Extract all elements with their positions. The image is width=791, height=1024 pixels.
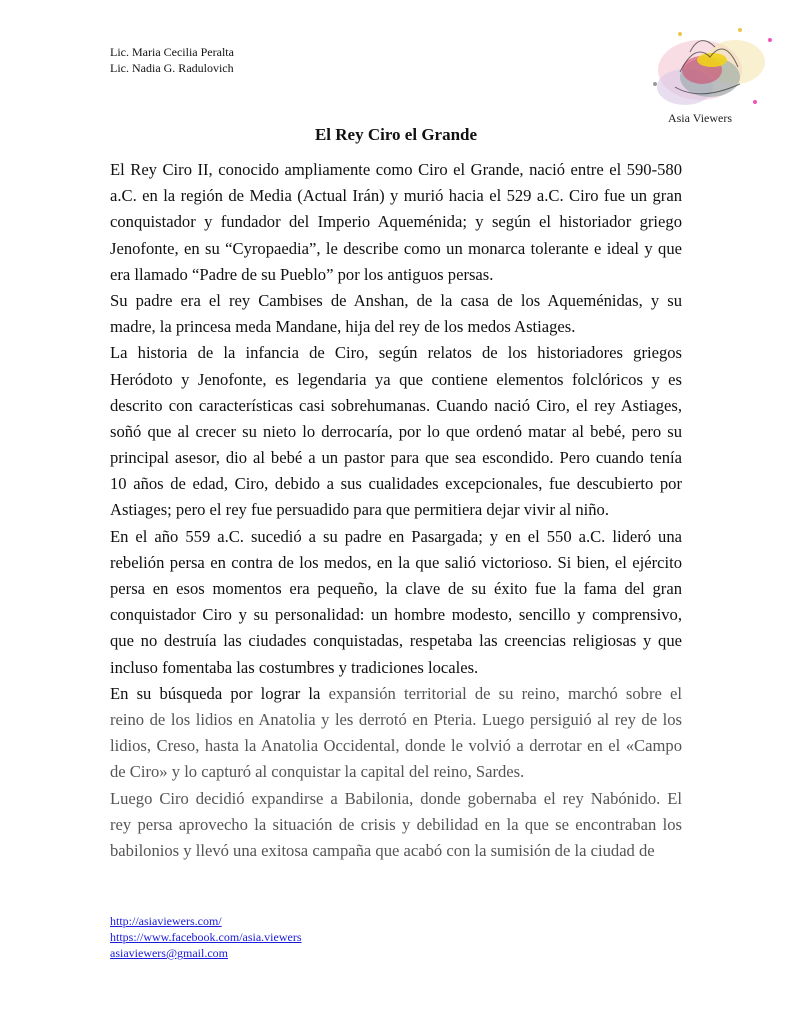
text-line: Su padre era el rey Cambises de Anshan, de la casa de los Aqueménidas, y su <box>110 290 682 310</box>
text-line: Heródoto y Jenofonte, es legendaria ya que contiene elementos folclóricos y es <box>110 369 682 389</box>
text-line: El Rey Ciro II, conocido ampliamente como Ciro el Grande, nació entre el 590-580 <box>110 160 682 179</box>
text-line: persa en esos momentos era pequeño, la clave de su éxito fue la fama del gran <box>110 579 682 598</box>
author-1: Lic. Maria Cecilia Peralta <box>110 45 234 59</box>
text-line: soñó que al crecer su nieto lo derrocaría, por lo que ordenó matar al bebé, pero su <box>110 421 682 441</box>
text-segment: expansión territorial de su reino, marchó sobre el <box>320 683 682 703</box>
text-line: a.C. en la región de Media (Actual Irán) y murió hacia el 529 a.C. Ciro fue un gran <box>110 186 682 206</box>
page-title: El Rey Ciro el Grande <box>314 125 478 144</box>
text-line: conquistador y fundador del Imperio Aqueménida; y según el historiador griego <box>110 212 682 232</box>
authors <box>110 44 234 76</box>
asia-viewers-logo <box>640 22 780 134</box>
text-line <box>110 681 682 707</box>
text-line: era llamado “Padre de su Pueblo” por los antiguos persas. <box>110 264 494 284</box>
paragraph <box>110 157 682 288</box>
text-line: descrito con características casi sobrehumanas. Cuando nació Ciro, el rey Astiages, <box>110 395 682 415</box>
text-line: de Ciro» y lo capturó al conquistar la capital del reino, Sardes. <box>110 762 525 782</box>
text-line: madre, la princesa meda Mandane, hija del rey de los medos Astiages. <box>110 317 576 337</box>
text-line: Jenofonte, en su “Cyropaedia”, le describe como un monarca tolerante e ideal y que <box>110 238 682 258</box>
author-2: Lic. Nadia G. Radulovich <box>110 61 234 75</box>
website-link[interactable]: http://asiaviewers.com/ <box>110 914 222 928</box>
paragraph <box>110 288 682 340</box>
text-line: que no destruía las ciudades conquistadas, respetaba las creencias religiosas y que <box>110 631 682 651</box>
text-line: rey persa aprovecho la situación de crisis y debilidad en la que se encontraban los <box>110 814 682 834</box>
paragraph <box>110 786 682 865</box>
text-line: conquistador Ciro y su personalidad: un hombre modesto, sencillo y comprensivo, <box>110 605 682 625</box>
footer-links <box>110 913 302 961</box>
paragraph <box>110 340 682 523</box>
text-line: rebelión persa en contra de los medos, en la que salió victorioso. Si bien, el ejército <box>110 552 682 572</box>
paragraph <box>110 524 682 681</box>
logo-text: Asia Viewers <box>667 111 733 125</box>
text-line: lidios, Creso, hasta la Anatolia Occidental, donde le volvió a derrotar en el «Campo <box>110 736 682 756</box>
text-line: incluso fomentaba las costumbres y tradiciones locales. <box>110 657 479 677</box>
text-line: En el año 559 a.C. sucedió a su padre en Pasargada; y en el 550 a.C. lideró una <box>110 526 682 546</box>
document-body <box>110 157 682 864</box>
text-line: Astiages; pero el rey fue persuadido para que permitiera dejar vivir al niño. <box>110 500 610 520</box>
text-segment: En su búsqueda por lograr la <box>110 683 321 703</box>
text-line: La historia de la infancia de Ciro, según relatos de los historiadores griegos <box>110 343 682 363</box>
text-line: reino de los lidios en Anatolia y les derrotó en Pteria. Luego persiguió al rey de los <box>110 709 682 729</box>
text-line: principal asesor, dio al bebé a un pastor para que sea escondido. Pero cuando tenía <box>110 448 682 468</box>
email-link[interactable]: asiaviewers@gmail.com <box>110 946 229 960</box>
paragraph <box>110 681 682 786</box>
text-line: 10 años de edad, Ciro, debido a sus cualidades excepcionales, fue descubierto por <box>110 474 682 494</box>
text-line: Luego Ciro decidió expandirse a Babilonia, donde gobernaba el rey Nabónido. El <box>110 788 682 808</box>
text-line: babilonios y llevó una exitosa campaña que acabó con la sumisión de la ciudad de <box>110 840 655 860</box>
facebook-link[interactable]: https://www.facebook.com/asia.viewers <box>110 930 302 944</box>
